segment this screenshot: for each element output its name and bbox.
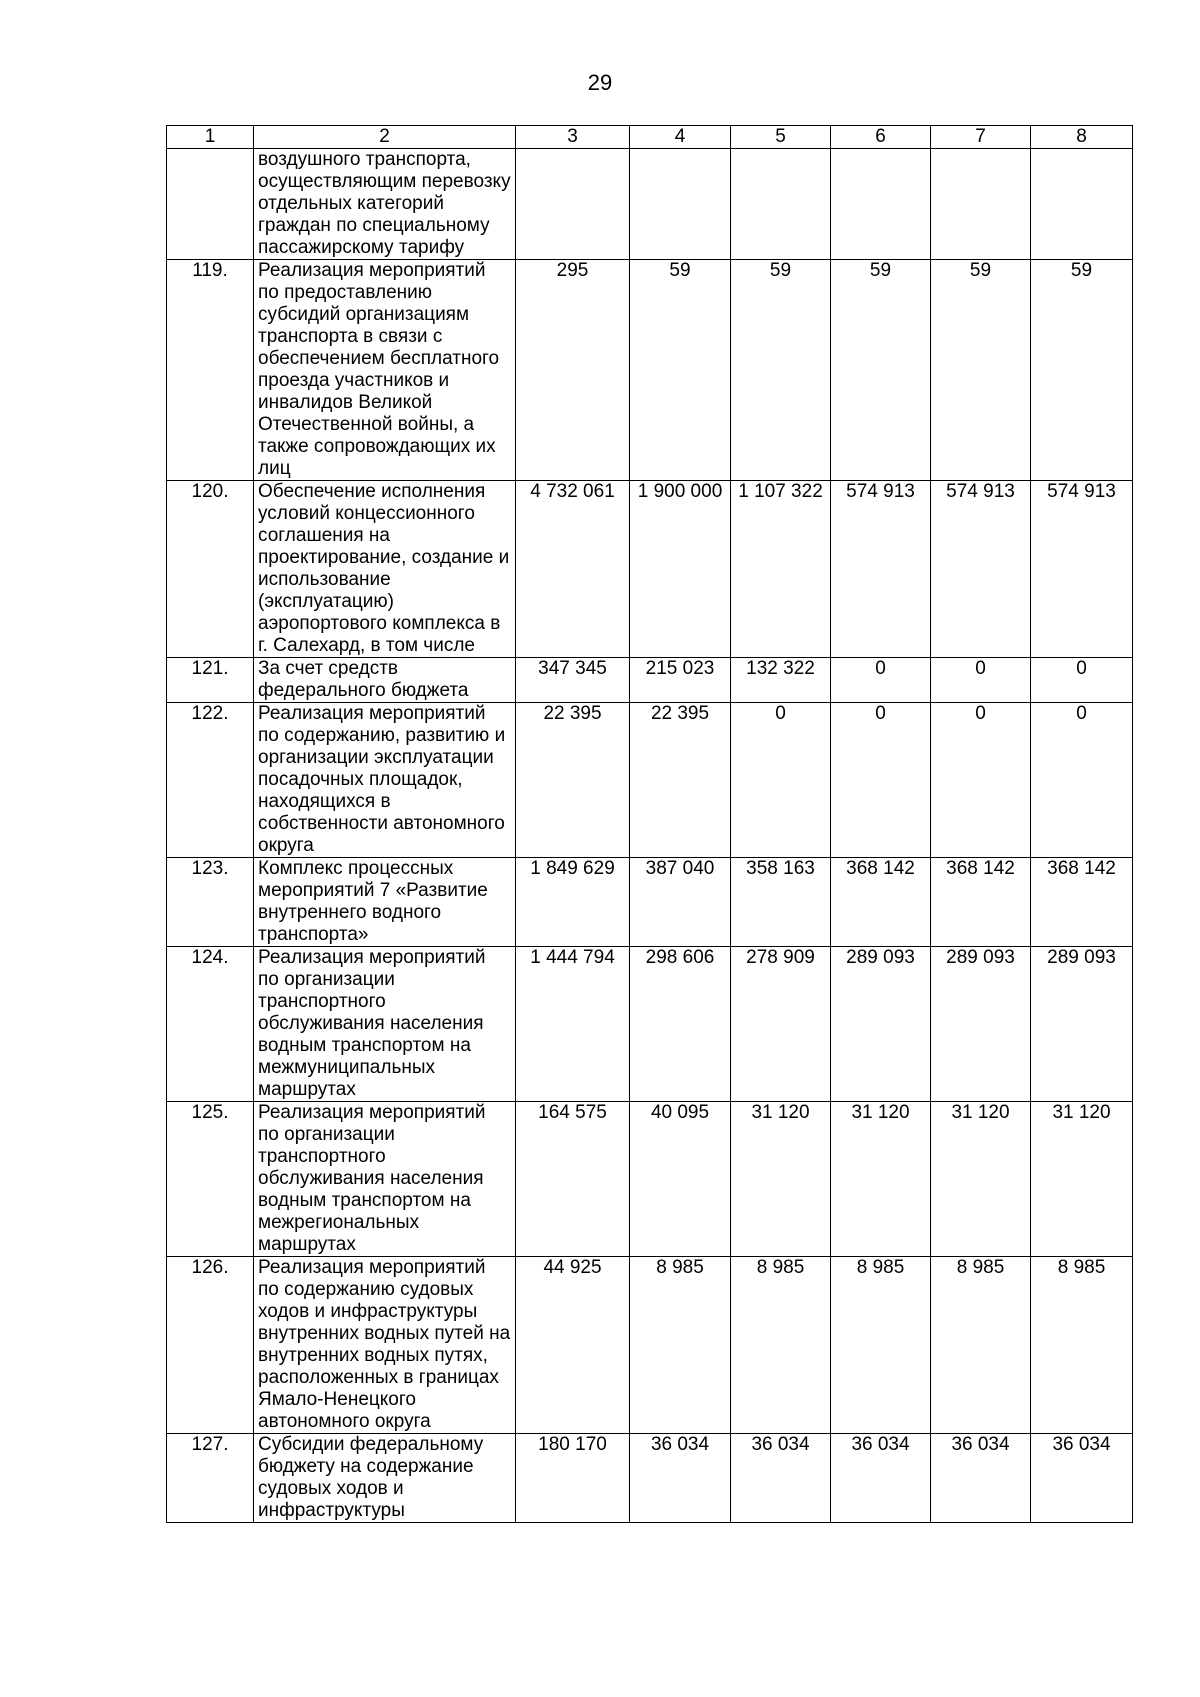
value-cell: 8 985: [630, 1257, 731, 1434]
row-number: 125.: [167, 1102, 254, 1257]
value-cell: 180 170: [516, 1434, 630, 1523]
row-number: 123.: [167, 858, 254, 947]
page-number: 29: [587, 70, 613, 95]
value-cell: 358 163: [731, 858, 831, 947]
value-cell: 36 034: [831, 1434, 931, 1523]
value-cell: 22 395: [516, 703, 630, 858]
table-row: [167, 703, 1133, 858]
value-cell: 0: [1031, 703, 1133, 858]
table-row: [167, 1257, 1133, 1434]
column-header: 3: [516, 126, 630, 149]
value-cell: 347 345: [516, 658, 630, 703]
row-description: Реализация мероприятий по организации транспортного обслуживания населения водным транспортом на межмуниципальных маршрутах: [254, 947, 516, 1102]
value-cell: 4 732 061: [516, 481, 630, 658]
header-row: [167, 126, 1133, 149]
value-cell: 59: [831, 260, 931, 481]
value-cell: 8 985: [831, 1257, 931, 1434]
value-cell: 368 142: [1031, 858, 1133, 947]
value-cell: 36 034: [731, 1434, 831, 1523]
column-header: 5: [731, 126, 831, 149]
value-cell: 289 093: [1031, 947, 1133, 1102]
value-cell: 132 322: [731, 658, 831, 703]
table-row: [167, 149, 1133, 260]
value-cell: 40 095: [630, 1102, 731, 1257]
value-cell: 0: [931, 703, 1031, 858]
row-description: Обеспечение исполнения условий концессионного соглашения на проектирование, создание и использование (эксплуатацию) аэропортового комплекса в г. Салехард, в том числе: [254, 481, 516, 658]
column-header: 7: [931, 126, 1031, 149]
column-header: 4: [630, 126, 731, 149]
row-number: 120.: [167, 481, 254, 658]
table-body: [167, 126, 1133, 1523]
value-cell: [630, 149, 731, 260]
row-number: 121.: [167, 658, 254, 703]
value-cell: 36 034: [630, 1434, 731, 1523]
value-cell: 574 913: [831, 481, 931, 658]
value-cell: 31 120: [831, 1102, 931, 1257]
row-number: 126.: [167, 1257, 254, 1434]
value-cell: 59: [630, 260, 731, 481]
table-row: [167, 947, 1133, 1102]
table-row: [167, 260, 1133, 481]
value-cell: 1 900 000: [630, 481, 731, 658]
value-cell: 368 142: [931, 858, 1031, 947]
value-cell: 31 120: [1031, 1102, 1133, 1257]
value-cell: [731, 149, 831, 260]
value-cell: [1031, 149, 1133, 260]
value-cell: 0: [831, 703, 931, 858]
value-cell: 289 093: [831, 947, 931, 1102]
table-row: [167, 1102, 1133, 1257]
value-cell: 1 849 629: [516, 858, 630, 947]
row-description: Реализация мероприятий по содержанию, развитию и организации эксплуатации посадочных площадок, находящихся в собственности автономного округа: [254, 703, 516, 858]
value-cell: 8 985: [1031, 1257, 1133, 1434]
value-cell: 22 395: [630, 703, 731, 858]
column-header: 2: [254, 126, 516, 149]
row-number: 119.: [167, 260, 254, 481]
row-number: 124.: [167, 947, 254, 1102]
row-description: Реализация мероприятий по предоставлению субсидий организациям транспорта в связи с обеспечением бесплатного проезда участников и инвалидов Великой Отечественной войны, а также сопровождающих их лиц: [254, 260, 516, 481]
column-header: 6: [831, 126, 931, 149]
column-header: 1: [167, 126, 254, 149]
row-description: Субсидии федеральному бюджету на содержание судовых ходов и инфраструктуры: [254, 1434, 516, 1523]
table-row: [167, 658, 1133, 703]
value-cell: [931, 149, 1031, 260]
value-cell: 0: [1031, 658, 1133, 703]
value-cell: 289 093: [931, 947, 1031, 1102]
value-cell: 0: [831, 658, 931, 703]
value-cell: 59: [931, 260, 1031, 481]
value-cell: 215 023: [630, 658, 731, 703]
row-number: 122.: [167, 703, 254, 858]
value-cell: 574 913: [1031, 481, 1133, 658]
row-description: Реализация мероприятий по организации транспортного обслуживания населения водным транспортом на межрегиональных маршрутах: [254, 1102, 516, 1257]
value-cell: 31 120: [931, 1102, 1031, 1257]
value-cell: 0: [931, 658, 1031, 703]
table-row: [167, 481, 1133, 658]
value-cell: 1 444 794: [516, 947, 630, 1102]
value-cell: 164 575: [516, 1102, 630, 1257]
row-description: воздушного транспорта, осуществляющим перевозку отдельных категорий граждан по специальному пассажирскому тарифу: [254, 149, 516, 260]
row-description: За счет средств федерального бюджета: [254, 658, 516, 703]
value-cell: 387 040: [630, 858, 731, 947]
column-header: 8: [1031, 126, 1133, 149]
row-number: [167, 149, 254, 260]
value-cell: 1 107 322: [731, 481, 831, 658]
value-cell: 8 985: [931, 1257, 1031, 1434]
value-cell: 278 909: [731, 947, 831, 1102]
value-cell: 36 034: [931, 1434, 1031, 1523]
row-number: 127.: [167, 1434, 254, 1523]
value-cell: 59: [731, 260, 831, 481]
value-cell: 574 913: [931, 481, 1031, 658]
table-row: [167, 1434, 1133, 1523]
value-cell: 59: [1031, 260, 1133, 481]
value-cell: [831, 149, 931, 260]
row-description: Комплекс процессных мероприятий 7 «Развитие внутреннего водного транспорта»: [254, 858, 516, 947]
budget-table: [166, 125, 1133, 1523]
row-description: Реализация мероприятий по содержанию судовых ходов и инфраструктуры внутренних водных путей на внутренних водных путях, расположенных в границах Ямало-Ненецкого автономного округа: [254, 1257, 516, 1434]
value-cell: 0: [731, 703, 831, 858]
value-cell: 8 985: [731, 1257, 831, 1434]
value-cell: [516, 149, 630, 260]
value-cell: 295: [516, 260, 630, 481]
value-cell: 368 142: [831, 858, 931, 947]
value-cell: 44 925: [516, 1257, 630, 1434]
value-cell: 36 034: [1031, 1434, 1133, 1523]
value-cell: 298 606: [630, 947, 731, 1102]
value-cell: 31 120: [731, 1102, 831, 1257]
table-row: [167, 858, 1133, 947]
